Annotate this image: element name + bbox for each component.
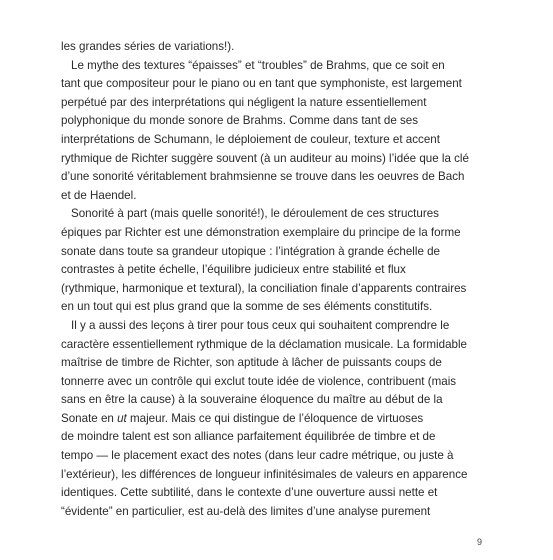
text-line: [61, 298, 491, 317]
text-run: identiques. Cette subtilité, dans le contexte d’une ouverture aussi nette et: [61, 486, 438, 500]
body-text: [61, 38, 491, 521]
text-line: [61, 447, 491, 466]
text-run: de moindre talent est son alliance parfaitement équilibrée de timbre et de: [61, 430, 436, 444]
text-run: perpétué par des interprétations qui négligent la nature essentiellement: [61, 95, 427, 109]
text-line: [61, 410, 491, 429]
text-line: [61, 484, 491, 503]
text-run: d’une sonorité véritablement brahmsienne se trouve dans les oeuvres de Bach: [61, 170, 465, 184]
text-run: sonate dans toute sa grandeur utopique : l’intégration à grande échelle de: [61, 244, 441, 258]
text-line: [61, 391, 491, 410]
text-line: [61, 224, 491, 243]
text-run: Sonorité à part (mais quelle sonorité!), le déroulement de ces structures: [71, 207, 439, 221]
text-run: tonnerre avec un contrôle qui exclut toute idée de violence, contribuent (mais: [61, 374, 457, 388]
text-run: “évidente” en particulier, est au-delà des limites d’une analyse purement: [61, 504, 431, 518]
text-line: [61, 112, 491, 131]
text-line: [61, 168, 491, 187]
text-run: en un tout qui est plus grand que la somme de ses éléments constitutifs.: [61, 300, 433, 314]
text-run: polyphonique du monde sonore de Brahms. Comme dans tant de ses: [61, 114, 419, 128]
text-run: Le mythe des textures “épaisses” et “troubles” de Brahms, que ce soit en: [71, 58, 445, 72]
text-line: [61, 94, 491, 113]
text-run: maîtrise de timbre de Richter, son aptitude à lâcher de puissants coups de: [61, 356, 442, 370]
text-line: [61, 57, 491, 76]
text-run: rythmique de Richter suggère souvent (à un auditeur au moins) l’idée que la clé: [61, 151, 469, 165]
text-run: majeur. Mais ce qui distingue de l’éloquence de virtuoses: [126, 411, 424, 425]
text-run: tant que compositeur pour le piano ou en tant que symphoniste, est largement: [61, 77, 462, 91]
text-line: [61, 373, 491, 392]
text-line: [61, 466, 491, 485]
text-line: [61, 503, 491, 522]
text-run: interprétations de Schumann, le déploiement de couleur, texture et accent: [61, 132, 440, 146]
text-line: [61, 75, 491, 94]
text-run: contrastes à petite échelle, l’équilibre judicieux entre stabilité et flux: [61, 263, 406, 277]
text-line: [61, 243, 491, 262]
text-run: l’extérieur), les différences de longueur infinitésimales de valeurs en apparence: [61, 467, 468, 481]
text-run: sans en être la cause) à la souveraine éloquence du maître au début de la: [61, 393, 443, 407]
text-line: [61, 150, 491, 169]
text-line: [61, 205, 491, 224]
text-line: [61, 261, 491, 280]
text-line: [61, 354, 491, 373]
text-line: [61, 38, 491, 57]
italic-text: ut: [117, 411, 127, 425]
text-run: Il y a aussi des leçons à tirer pour tous ceux qui souhaitent comprendre le: [71, 318, 450, 332]
page-number: 9: [477, 537, 483, 547]
text-line: [61, 280, 491, 299]
text-run: Sonate en: [61, 411, 118, 425]
text-run: les grandes séries de variations!).: [61, 40, 235, 53]
text-run: caractère essentiellement rythmique de la déclamation musicale. La formidable: [61, 337, 467, 351]
text-line: [61, 428, 491, 447]
text-run: et de Haendel.: [61, 188, 137, 202]
text-run: (rythmique, harmonique et textural), la conciliation finale d’apparents contraires: [61, 281, 467, 295]
text-line: [61, 336, 491, 355]
text-run: tempo — le placement exact des notes (dans leur cadre métrique, ou juste à: [61, 449, 454, 463]
text-line: [61, 131, 491, 150]
text-line: [61, 317, 491, 336]
text-run: épiques par Richter est une démonstration exemplaire du principe de la forme: [61, 225, 461, 239]
text-line: [61, 187, 491, 206]
